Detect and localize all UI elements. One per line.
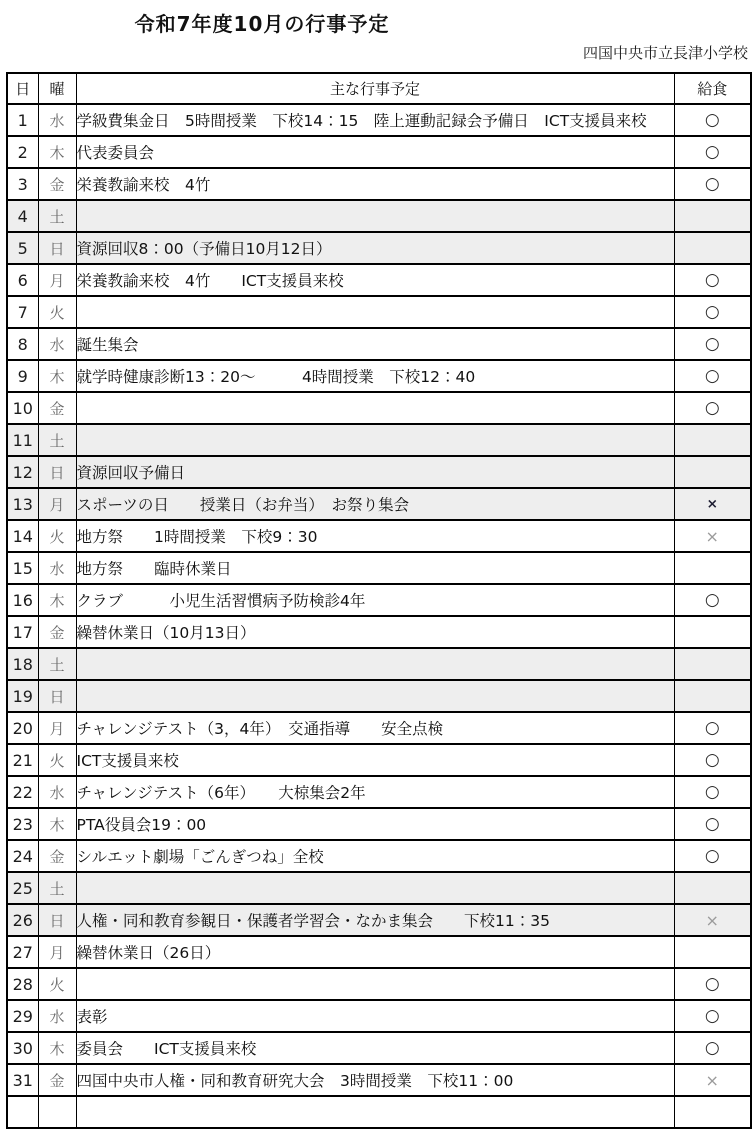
event-text: 繰替休業日（26日） bbox=[76, 936, 674, 968]
event-text: PTA役員会19：00 bbox=[76, 808, 674, 840]
schedule-table bbox=[6, 72, 752, 1129]
table-row bbox=[7, 744, 751, 776]
day-number: 5 bbox=[7, 232, 38, 264]
lunch-mark: ○ bbox=[674, 744, 751, 776]
day-number: 28 bbox=[7, 968, 38, 1000]
weekday-label bbox=[38, 1096, 76, 1128]
event-text bbox=[76, 680, 674, 712]
day-number: 27 bbox=[7, 936, 38, 968]
day-number: 31 bbox=[7, 1064, 38, 1096]
weekday-label: 火 bbox=[38, 520, 76, 552]
event-text bbox=[76, 200, 674, 232]
day-number: 15 bbox=[7, 552, 38, 584]
lunch-mark bbox=[674, 200, 751, 232]
weekday-label: 金 bbox=[38, 616, 76, 648]
event-text bbox=[76, 968, 674, 1000]
lunch-mark: ○ bbox=[674, 584, 751, 616]
weekday-label: 木 bbox=[38, 808, 76, 840]
day-number: 26 bbox=[7, 904, 38, 936]
day-number: 25 bbox=[7, 872, 38, 904]
table-row bbox=[7, 552, 751, 584]
lunch-mark: ○ bbox=[674, 840, 751, 872]
table-row bbox=[7, 680, 751, 712]
day-number bbox=[7, 1096, 38, 1128]
day-number: 18 bbox=[7, 648, 38, 680]
table-row bbox=[7, 584, 751, 616]
day-number: 17 bbox=[7, 616, 38, 648]
lunch-mark: ○ bbox=[674, 328, 751, 360]
table-row bbox=[7, 296, 751, 328]
table-row bbox=[7, 104, 751, 136]
weekday-label: 水 bbox=[38, 328, 76, 360]
lunch-mark: × bbox=[674, 520, 751, 552]
event-text: 資源回収8：00（予備日10月12日） bbox=[76, 232, 674, 264]
event-text bbox=[76, 392, 674, 424]
event-text: 代表委員会 bbox=[76, 136, 674, 168]
lunch-mark: ○ bbox=[674, 1032, 751, 1064]
header-lunch: 給食 bbox=[674, 73, 751, 104]
event-text: チャレンジテスト（3，4年） 交通指導 安全点検 bbox=[76, 712, 674, 744]
day-number: 7 bbox=[7, 296, 38, 328]
table-row bbox=[7, 872, 751, 904]
lunch-mark bbox=[674, 616, 751, 648]
weekday-label: 火 bbox=[38, 744, 76, 776]
day-number: 21 bbox=[7, 744, 38, 776]
lunch-mark bbox=[674, 232, 751, 264]
event-text: チャレンジテスト（6年） 大椋集会2年 bbox=[76, 776, 674, 808]
event-text: 学級費集金日 5時間授業 下校14：15 陸上運動記録会予備日 ICT支援員来校 bbox=[76, 104, 674, 136]
weekday-label: 木 bbox=[38, 1032, 76, 1064]
day-number: 19 bbox=[7, 680, 38, 712]
lunch-mark bbox=[674, 552, 751, 584]
partial-row bbox=[7, 1096, 751, 1128]
event-text: 委員会 ICT支援員来校 bbox=[76, 1032, 674, 1064]
header-day: 日 bbox=[7, 73, 38, 104]
event-text: 地方祭 臨時休業日 bbox=[76, 552, 674, 584]
weekday-label: 火 bbox=[38, 968, 76, 1000]
lunch-mark: ○ bbox=[674, 808, 751, 840]
event-text: 表彰 bbox=[76, 1000, 674, 1032]
event-text bbox=[76, 648, 674, 680]
weekday-label: 水 bbox=[38, 104, 76, 136]
table-row bbox=[7, 808, 751, 840]
weekday-label: 水 bbox=[38, 776, 76, 808]
lunch-mark: ○ bbox=[674, 1000, 751, 1032]
table-row bbox=[7, 136, 751, 168]
day-number: 6 bbox=[7, 264, 38, 296]
page-title: 令和7年度10月の行事予定 bbox=[134, 12, 390, 36]
table-header bbox=[7, 73, 751, 104]
lunch-mark bbox=[674, 936, 751, 968]
table-row bbox=[7, 904, 751, 936]
schedule-body bbox=[7, 104, 751, 1128]
table-row bbox=[7, 776, 751, 808]
weekday-label: 土 bbox=[38, 424, 76, 456]
weekday-label: 月 bbox=[38, 488, 76, 520]
event-text: クラブ 小児生活習慣病予防検診4年 bbox=[76, 584, 674, 616]
header-events: 主な行事予定 bbox=[76, 73, 674, 104]
table-row bbox=[7, 360, 751, 392]
day-number: 11 bbox=[7, 424, 38, 456]
lunch-mark bbox=[674, 424, 751, 456]
table-row bbox=[7, 392, 751, 424]
weekday-label: 木 bbox=[38, 584, 76, 616]
table-row bbox=[7, 200, 751, 232]
lunch-mark: ○ bbox=[674, 968, 751, 1000]
event-text: 繰替休業日（10月13日） bbox=[76, 616, 674, 648]
event-text bbox=[76, 424, 674, 456]
table-row bbox=[7, 1064, 751, 1096]
table-row bbox=[7, 712, 751, 744]
table-row bbox=[7, 424, 751, 456]
lunch-mark: ○ bbox=[674, 264, 751, 296]
weekday-label: 月 bbox=[38, 936, 76, 968]
day-number: 29 bbox=[7, 1000, 38, 1032]
day-number: 12 bbox=[7, 456, 38, 488]
lunch-mark: × bbox=[674, 904, 751, 936]
weekday-label: 土 bbox=[38, 648, 76, 680]
event-text bbox=[76, 1096, 674, 1128]
weekday-label: 金 bbox=[38, 392, 76, 424]
lunch-mark bbox=[674, 680, 751, 712]
day-number: 2 bbox=[7, 136, 38, 168]
weekday-label: 水 bbox=[38, 1000, 76, 1032]
table-row bbox=[7, 232, 751, 264]
table-row bbox=[7, 168, 751, 200]
day-number: 24 bbox=[7, 840, 38, 872]
weekday-label: 水 bbox=[38, 552, 76, 584]
day-number: 10 bbox=[7, 392, 38, 424]
header-row bbox=[7, 73, 751, 104]
event-text: 人権・同和教育参観日・保護者学習会・なかま集会 下校11：35 bbox=[76, 904, 674, 936]
event-text: 地方祭 1時間授業 下校9：30 bbox=[76, 520, 674, 552]
weekday-label: 火 bbox=[38, 296, 76, 328]
day-number: 22 bbox=[7, 776, 38, 808]
day-number: 9 bbox=[7, 360, 38, 392]
table-row bbox=[7, 968, 751, 1000]
weekday-label: 月 bbox=[38, 264, 76, 296]
weekday-label: 日 bbox=[38, 680, 76, 712]
lunch-mark: ○ bbox=[674, 296, 751, 328]
weekday-label: 土 bbox=[38, 872, 76, 904]
table-row bbox=[7, 840, 751, 872]
table-row bbox=[7, 648, 751, 680]
weekday-label: 日 bbox=[38, 232, 76, 264]
day-number: 4 bbox=[7, 200, 38, 232]
table-row bbox=[7, 328, 751, 360]
day-number: 16 bbox=[7, 584, 38, 616]
table-row bbox=[7, 520, 751, 552]
lunch-mark: ○ bbox=[674, 168, 751, 200]
day-number: 13 bbox=[7, 488, 38, 520]
event-text: ICT支援員来校 bbox=[76, 744, 674, 776]
weekday-label: 木 bbox=[38, 136, 76, 168]
day-number: 20 bbox=[7, 712, 38, 744]
day-number: 30 bbox=[7, 1032, 38, 1064]
event-text: 栄養教諭来校 4竹 bbox=[76, 168, 674, 200]
day-number: 1 bbox=[7, 104, 38, 136]
lunch-mark: ○ bbox=[674, 392, 751, 424]
table-row bbox=[7, 264, 751, 296]
weekday-label: 金 bbox=[38, 1064, 76, 1096]
table-row bbox=[7, 1032, 751, 1064]
table-row bbox=[7, 616, 751, 648]
header-weekday: 曜 bbox=[38, 73, 76, 104]
lunch-mark: ○ bbox=[674, 712, 751, 744]
event-text: 就学時健康診断13：20～ 4時間授業 下校12：40 bbox=[76, 360, 674, 392]
table-row bbox=[7, 936, 751, 968]
weekday-label: 土 bbox=[38, 200, 76, 232]
lunch-mark: × bbox=[674, 488, 751, 520]
weekday-label: 金 bbox=[38, 168, 76, 200]
event-text: 四国中央市人権・同和教育研究大会 3時間授業 下校11：00 bbox=[76, 1064, 674, 1096]
lunch-mark bbox=[674, 872, 751, 904]
table-row bbox=[7, 1000, 751, 1032]
lunch-mark bbox=[674, 1096, 751, 1128]
day-number: 23 bbox=[7, 808, 38, 840]
weekday-label: 木 bbox=[38, 360, 76, 392]
day-number: 3 bbox=[7, 168, 38, 200]
event-text: スポーツの日 授業日（お弁当） お祭り集会 bbox=[76, 488, 674, 520]
day-number: 14 bbox=[7, 520, 38, 552]
weekday-label: 日 bbox=[38, 456, 76, 488]
event-text: 誕生集会 bbox=[76, 328, 674, 360]
table-row bbox=[7, 456, 751, 488]
lunch-mark: ○ bbox=[674, 104, 751, 136]
weekday-label: 金 bbox=[38, 840, 76, 872]
school-name: 四国中央市立長津小学校 bbox=[582, 44, 748, 62]
event-text bbox=[76, 296, 674, 328]
event-text bbox=[76, 872, 674, 904]
lunch-mark bbox=[674, 648, 751, 680]
lunch-mark bbox=[674, 456, 751, 488]
event-text: 資源回収予備日 bbox=[76, 456, 674, 488]
weekday-label: 月 bbox=[38, 712, 76, 744]
event-text: シルエット劇場「ごんぎつね」全校 bbox=[76, 840, 674, 872]
lunch-mark: × bbox=[674, 1064, 751, 1096]
lunch-mark: ○ bbox=[674, 136, 751, 168]
day-number: 8 bbox=[7, 328, 38, 360]
table-row bbox=[7, 488, 751, 520]
event-text: 栄養教諭来校 4竹 ICT支援員来校 bbox=[76, 264, 674, 296]
weekday-label: 日 bbox=[38, 904, 76, 936]
lunch-mark: ○ bbox=[674, 776, 751, 808]
lunch-mark: ○ bbox=[674, 360, 751, 392]
